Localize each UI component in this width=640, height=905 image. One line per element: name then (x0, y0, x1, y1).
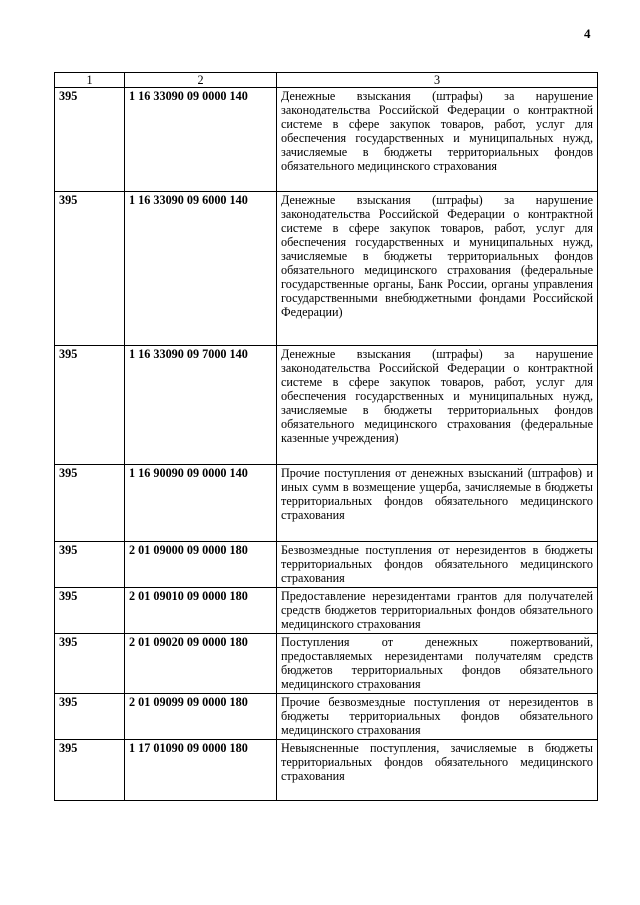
table-row (55, 634, 598, 694)
description-cell: Поступления от денежных пожертвований, предоставляемых нерезидентами получателям средств бюджетов территориальных фондов обязательного медицинского страхования (277, 634, 598, 694)
column-header-2: 2 (125, 73, 277, 88)
table-row (55, 542, 598, 588)
table-row (55, 588, 598, 634)
revenue-codes-table (54, 72, 598, 801)
budget-code-cell: 2 01 09020 09 0000 180 (125, 634, 277, 694)
budget-code-cell: 2 01 09000 09 0000 180 (125, 542, 277, 588)
description-cell: Прочие безвозмездные поступления от нерезидентов в бюджеты территориальных фондов обязательного медицинского страхования (277, 694, 598, 740)
table-row (55, 465, 598, 542)
table-row (55, 88, 598, 192)
description-cell: Безвозмездные поступления от нерезидентов в бюджеты территориальных фондов обязательного медицинского страхования (277, 542, 598, 588)
admin-code-cell: 395 (55, 740, 125, 801)
budget-code-cell: 2 01 09099 09 0000 180 (125, 694, 277, 740)
table-row (55, 694, 598, 740)
description-cell: Денежные взыскания (штрафы) за нарушение законодательства Российской Федерации о контрактной системе в сфере закупок товаров, работ, услуг для обеспечения государственных и муниципальных нужд, зачисляемые в бюджеты территориальных фондов обязательного медицинского страхования (федеральные казенные учреждения) (277, 346, 598, 465)
description-cell: Денежные взыскания (штрафы) за нарушение законодательства Российской Федерации о контрактной системе в сфере закупок товаров, работ, услуг для обеспечения государственных и муниципальных нужд, зачисляемые в бюджеты территориальных фондов обязательного медицинского страхования (277, 88, 598, 192)
description-cell: Предоставление нерезидентами грантов для получателей средств бюджетов территориальных фондов обязательного медицинского страхования (277, 588, 598, 634)
admin-code-cell: 395 (55, 634, 125, 694)
admin-code-cell: 395 (55, 192, 125, 346)
budget-code-cell: 1 16 33090 09 6000 140 (125, 192, 277, 346)
page-number: 4 (584, 26, 591, 41)
column-header-1: 1 (55, 73, 125, 88)
budget-code-cell: 1 17 01090 09 0000 180 (125, 740, 277, 801)
admin-code-cell: 395 (55, 542, 125, 588)
admin-code-cell: 395 (55, 694, 125, 740)
admin-code-cell: 395 (55, 588, 125, 634)
budget-code-cell: 1 16 90090 09 0000 140 (125, 465, 277, 542)
description-cell: Прочие поступления от денежных взысканий (штрафов) и иных сумм в возмещение ущерба, зачисляемые в бюджеты территориальных фондов обязательного медицинского страхования (277, 465, 598, 542)
table-row (55, 740, 598, 801)
table-row (55, 192, 598, 346)
admin-code-cell: 395 (55, 465, 125, 542)
table-row (55, 346, 598, 465)
description-cell: Невыясненные поступления, зачисляемые в бюджеты территориальных фондов обязательного медицинского страхования (277, 740, 598, 801)
budget-code-cell: 1 16 33090 09 7000 140 (125, 346, 277, 465)
admin-code-cell: 395 (55, 346, 125, 465)
admin-code-cell: 395 (55, 88, 125, 192)
budget-code-cell: 2 01 09010 09 0000 180 (125, 588, 277, 634)
header-row (55, 73, 598, 88)
column-header-3: 3 (277, 73, 598, 88)
budget-code-cell: 1 16 33090 09 0000 140 (125, 88, 277, 192)
description-cell: Денежные взыскания (штрафы) за нарушение законодательства Российской Федерации о контрактной системе в сфере закупок товаров, работ, услуг для обеспечения государственных и муниципальных нужд, зачисляемые в бюджеты территориальных фондов обязательного медицинского страхования (федеральные государственные органы, Банк России, органы управления государственными внебюджетными фондами Российской Федерации) (277, 192, 598, 346)
